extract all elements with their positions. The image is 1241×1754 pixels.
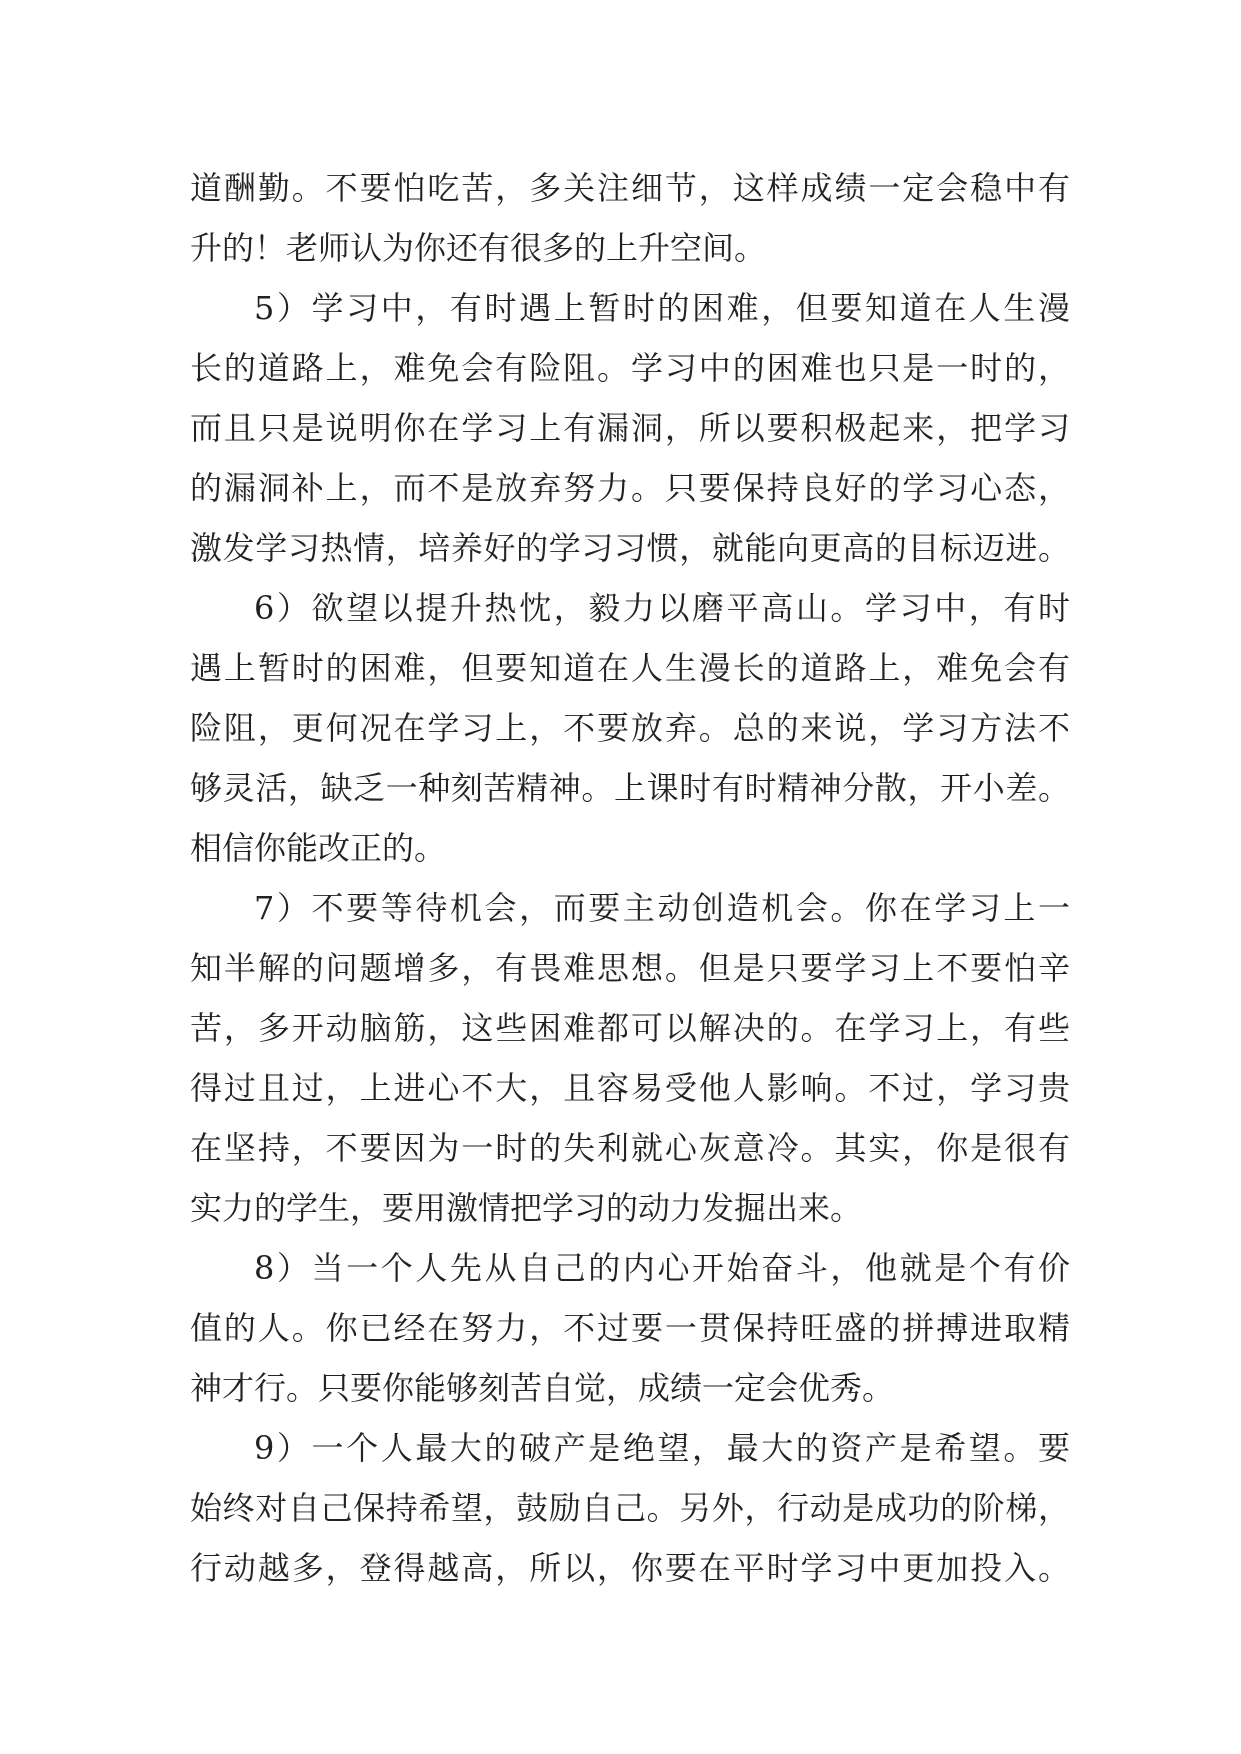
text-line: 值的人。你已经在努力，不过要一贯保持旺盛的拼搏进取精 [190, 1309, 1070, 1347]
text-line: 知半解的问题增多，有畏难思想。但是只要学习上不要怕辛 [190, 949, 1070, 987]
text-line: 8）当一个人先从自己的内心开始奋斗，他就是个有价 [254, 1249, 1070, 1287]
text-line: 9）一个人最大的破产是绝望，最大的资产是希望。要 [254, 1429, 1070, 1467]
text-line: 道酬勤。不要怕吃苦，多关注细节，这样成绩一定会稳中有 [190, 169, 1070, 207]
text-line: 行动越多，登得越高，所以，你要在平时学习中更加投入。 [190, 1549, 1070, 1587]
text-line: 升的！老师认为你还有很多的上升空间。 [190, 229, 767, 267]
text-line: 激发学习热情，培养好的学习习惯，就能向更高的目标迈进。 [190, 529, 1070, 567]
text-line: 实力的学生，要用激情把学习的动力发掘出来。 [190, 1189, 863, 1227]
text-line: 在坚持，不要因为一时的失利就心灰意冷。其实，你是很有 [190, 1129, 1070, 1167]
text-line: 相信你能改正的。 [190, 829, 447, 867]
body-text [190, 158, 1070, 1598]
text-line: 遇上暂时的困难，但要知道在人生漫长的道路上，难免会有 [190, 649, 1070, 687]
text-line: 苦，多开动脑筋，这些困难都可以解决的。在学习上，有些 [190, 1009, 1070, 1047]
text-line: 神才行。只要你能够刻苦自觉，成绩一定会优秀。 [190, 1369, 895, 1407]
text-line: 得过且过，上进心不大，且容易受他人影响。不过，学习贵 [190, 1069, 1070, 1107]
text-line: 险阻，更何况在学习上，不要放弃。总的来说，学习方法不 [190, 709, 1070, 747]
text-line: 长的道路上，难免会有险阻。学习中的困难也只是一时的， [190, 349, 1070, 387]
text-line: 够灵活，缺乏一种刻苦精神。上课时有时精神分散，开小差。 [190, 769, 1070, 807]
text-line: 始终对自己保持希望，鼓励自己。另外，行动是成功的阶梯， [190, 1489, 1070, 1527]
text-line: 5）学习中，有时遇上暂时的困难，但要知道在人生漫 [254, 289, 1070, 327]
text-line: 7）不要等待机会，而要主动创造机会。你在学习上一 [254, 889, 1070, 927]
text-line: 6）欲望以提升热忱，毅力以磨平高山。学习中，有时 [254, 589, 1070, 627]
text-line: 而且只是说明你在学习上有漏洞，所以要积极起来，把学习 [190, 409, 1070, 447]
text-line: 的漏洞补上，而不是放弃努力。只要保持良好的学习心态， [190, 469, 1070, 507]
